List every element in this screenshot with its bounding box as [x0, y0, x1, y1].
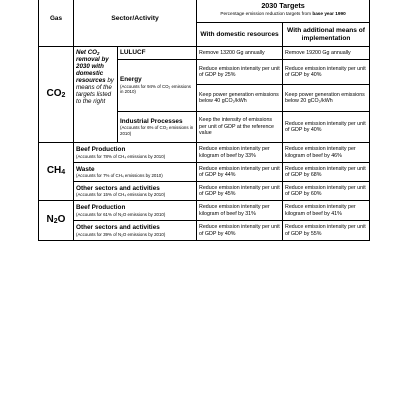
targets-header	[197, 0, 370, 23]
domestic-target: Reduce emission intensity per unit of GDP by 45%	[197, 182, 283, 201]
sector-column-header: Sector/Activity	[74, 0, 197, 47]
additional-target: Reduce emission intensity per unit of GDP by 60%	[283, 182, 370, 201]
sector-cell: Waste (Accounts for 7% of CH₄ emissions by 2010)	[74, 163, 197, 182]
domestic-target: Keep power generation emissions below 40 gCO₂/kWh	[197, 85, 283, 112]
additional-target: Reduce emission intensity per unit of GDP by 68%	[283, 163, 370, 182]
sector-cell: Beef Production (Accounts for 78% of CH₄ emissions by 2010)	[74, 143, 197, 163]
additional-target: Keep power generation emissions below 20 gCO₂/kWh	[283, 85, 370, 112]
sector-cell: LULUCF	[118, 47, 197, 60]
domestic-target: Reduce emission intensity per kilogram of beef by 33%	[197, 143, 283, 163]
sector-cell: Industrial Processes (Accounts for 6% of CO₂ emissions in 2010)	[118, 112, 197, 143]
domestic-column-header: With domestic resources	[197, 23, 283, 47]
domestic-target: Reduce emission intensity per kilogram of beef by 31%	[197, 201, 283, 221]
targets-title: 2030 Targets	[261, 1, 305, 11]
additional-target: Reduce emission intensity per unit of GDP by 40%	[283, 60, 370, 85]
sector-cell: Energy (Accounts for 94% of CO₂ emissions in 2010)	[118, 60, 197, 112]
domestic-target: Reduce emission intensity per unit of GDP by 40%	[197, 221, 283, 241]
domestic-target: Remove 13200 Gg annually	[197, 47, 283, 60]
domestic-target: Reduce emission intensity per unit of GDP by 25%	[197, 60, 283, 85]
emission-targets-table	[38, 0, 370, 241]
additional-target: Reduce emission intensity per kilogram of beef by 46%	[283, 143, 370, 163]
additional-target: Remove 19200 Gg annually	[283, 47, 370, 60]
gas-co2: $CO_2$	[39, 47, 74, 143]
gas-n2o: $N_2O$	[39, 201, 74, 241]
domestic-target: Reduce emission intensity per unit of GDP by 44%	[197, 163, 283, 182]
additional-column-header: With additional means of implementation	[283, 23, 370, 47]
sector-cell: Beef Production (Accounts for 61% of N₂O emissions by 2010)	[74, 201, 197, 221]
co2-removal-note: Net $CO_2$ removal by 2030 with domestic resources by means of the targets listed to the right	[74, 47, 118, 143]
gas-ch4: $CH_4$	[39, 143, 74, 201]
sector-cell: Other sectors and activities (Accounts for 15% of CH₄ emissions by 2010)	[74, 182, 197, 201]
additional-target: Reduce emission intensity per kilogram of beef by 41%	[283, 201, 370, 221]
domestic-target: Keep the intensity of emissions per unit of GDP at the reference value	[197, 112, 283, 143]
sector-cell: Other sectors and activities (Accounts for 39% of N₂O emissions by 2010)	[74, 221, 197, 241]
targets-subtitle: Percentage emission reduction targets from base year 1990	[220, 10, 346, 16]
additional-target: Reduce emission intensity per unit of GDP by 40%	[283, 112, 370, 143]
additional-target: Reduce emission intensity per unit of GDP by 55%	[283, 221, 370, 241]
gas-column-header: Gas	[39, 0, 74, 47]
